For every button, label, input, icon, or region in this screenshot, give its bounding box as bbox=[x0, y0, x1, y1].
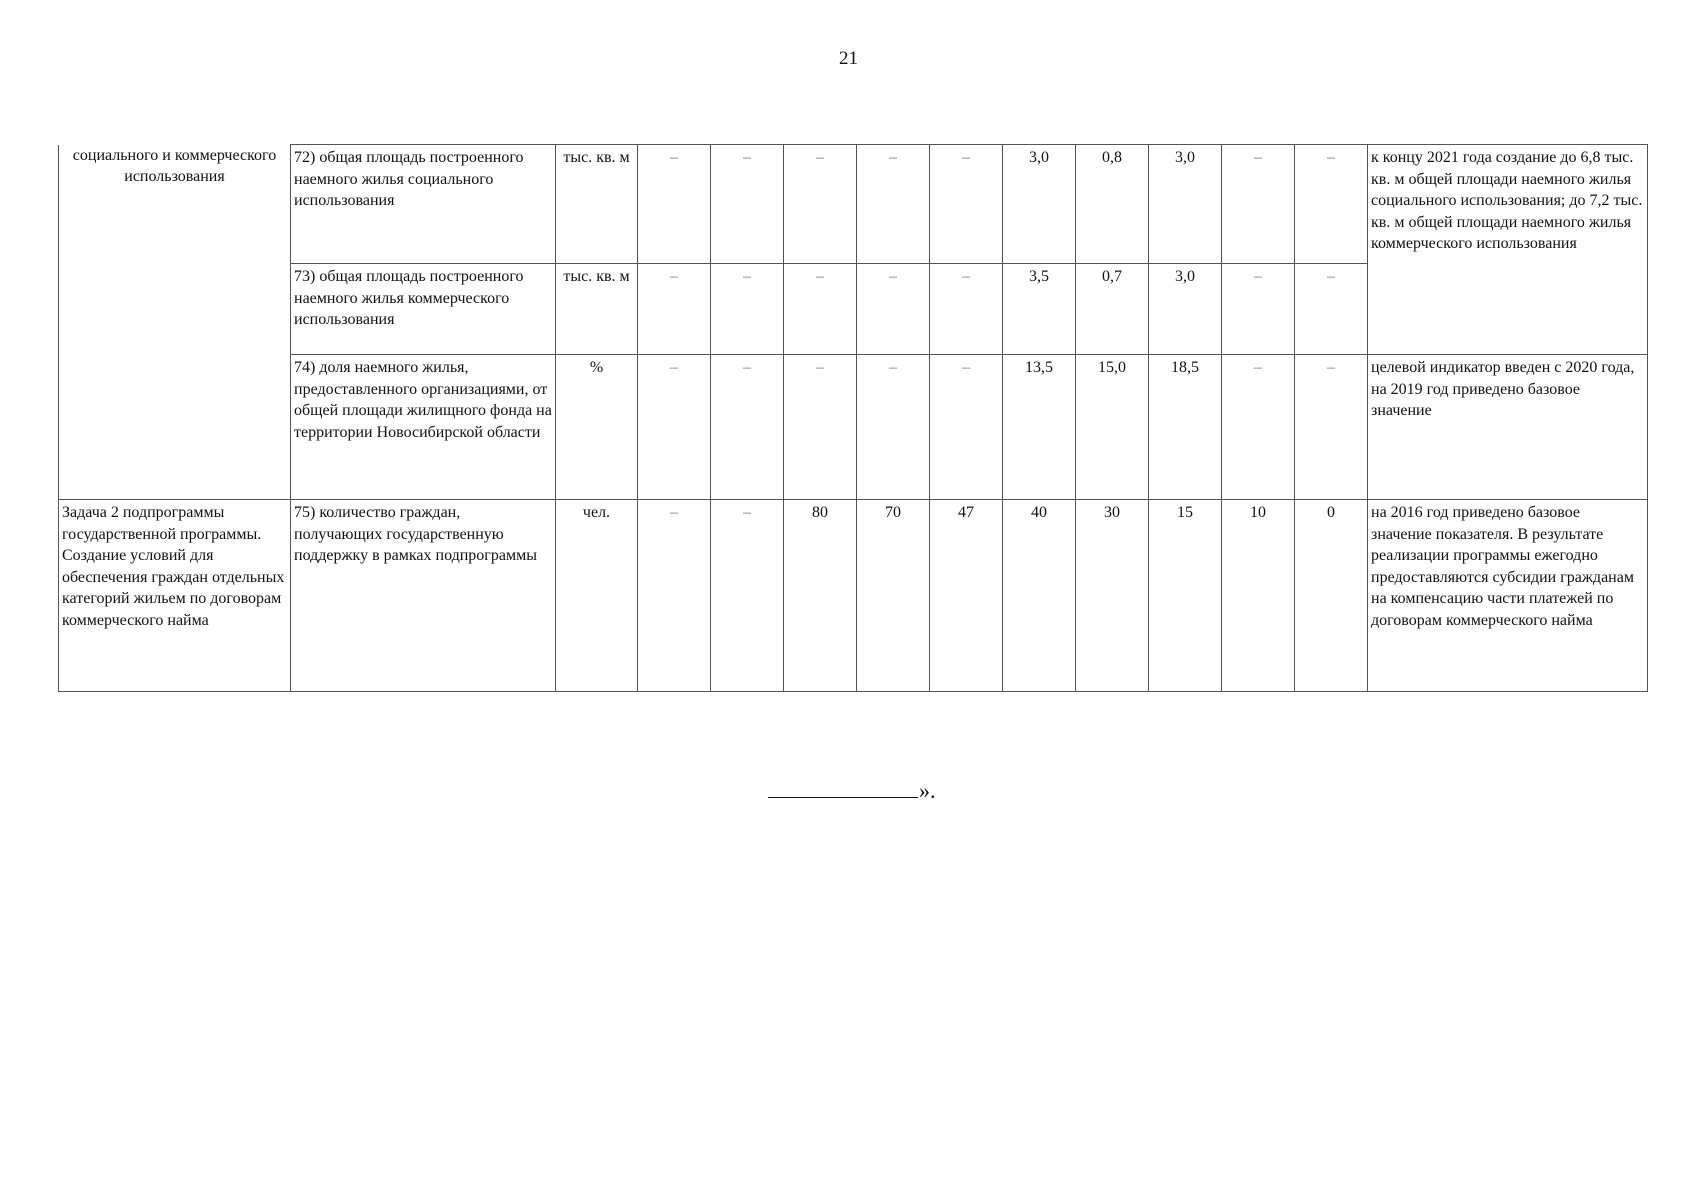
indicator-cell: 73) общая площадь построенного наемного жилья коммерческого использования bbox=[291, 264, 556, 355]
value-cell: – bbox=[1295, 355, 1368, 500]
value-cell: 0,7 bbox=[1076, 264, 1149, 355]
value-cell: – bbox=[638, 264, 711, 355]
value-cell: 40 bbox=[1003, 500, 1076, 692]
value-cell: 15 bbox=[1149, 500, 1222, 692]
value-cell: 30 bbox=[1076, 500, 1149, 692]
indicator-cell: 75) количество граждан, получающих государственную поддержку в рамках подпрограммы bbox=[291, 500, 556, 692]
value-cell: – bbox=[638, 145, 711, 264]
value-cell: 3,5 bbox=[1003, 264, 1076, 355]
closing-quote: ». bbox=[919, 778, 936, 803]
value-cell: – bbox=[711, 264, 784, 355]
value-cell: – bbox=[711, 355, 784, 500]
value-cell: – bbox=[1222, 355, 1295, 500]
value-cell: 47 bbox=[930, 500, 1003, 692]
task-cell: Задача 2 подпрограммы государственной программы. Создание условий для обеспечения граждан отдельных категорий жильем по договорам коммерческого найма bbox=[59, 500, 291, 692]
value-cell: – bbox=[638, 355, 711, 500]
value-cell: – bbox=[857, 355, 930, 500]
value-cell: 80 bbox=[784, 500, 857, 692]
value-cell: 70 bbox=[857, 500, 930, 692]
value-cell: 18,5 bbox=[1149, 355, 1222, 500]
value-cell: 0,8 bbox=[1076, 145, 1149, 264]
page-number: 21 bbox=[839, 48, 858, 69]
value-cell: – bbox=[1295, 145, 1368, 264]
table-row bbox=[59, 355, 1648, 500]
note-cell: к концу 2021 года создание до 6,8 тыс. кв. м общей площади наемного жилья социального использования; до 7,2 тыс. кв. м общей площади наемного жилья коммерческого использования bbox=[1368, 145, 1648, 355]
table-row bbox=[59, 145, 1648, 264]
value-cell: 3,0 bbox=[1003, 145, 1076, 264]
value-cell: – bbox=[784, 145, 857, 264]
value-cell: – bbox=[857, 264, 930, 355]
note-cell: целевой индикатор введен с 2020 года, на 2019 год приведено базовое значение bbox=[1368, 355, 1648, 500]
indicator-cell: 72) общая площадь построенного наемного жилья социального использования bbox=[291, 145, 556, 264]
value-cell: – bbox=[711, 500, 784, 692]
value-cell: 3,0 bbox=[1149, 145, 1222, 264]
value-cell: – bbox=[1222, 264, 1295, 355]
closing-mark bbox=[768, 778, 936, 804]
value-cell: 15,0 bbox=[1076, 355, 1149, 500]
table-row bbox=[59, 500, 1648, 692]
value-cell: – bbox=[1295, 264, 1368, 355]
indicators-table bbox=[58, 144, 1648, 692]
value-cell: – bbox=[857, 145, 930, 264]
value-cell: – bbox=[1222, 145, 1295, 264]
signature-line bbox=[768, 797, 918, 798]
value-cell: 10 bbox=[1222, 500, 1295, 692]
unit-cell: чел. bbox=[556, 500, 638, 692]
note-cell: на 2016 год приведено базовое значение показателя. В результате реализации программы ежегодно предоставляются субсидии гражданам на компенсацию части платежей по договорам коммерческого найма bbox=[1368, 500, 1648, 692]
value-cell: 0 bbox=[1295, 500, 1368, 692]
task-cell: социального и коммерческого использования bbox=[59, 145, 291, 500]
unit-cell: тыс. кв. м bbox=[556, 264, 638, 355]
value-cell: – bbox=[930, 264, 1003, 355]
value-cell: – bbox=[930, 355, 1003, 500]
value-cell: – bbox=[784, 264, 857, 355]
unit-cell: тыс. кв. м bbox=[556, 145, 638, 264]
value-cell: – bbox=[711, 145, 784, 264]
value-cell: 13,5 bbox=[1003, 355, 1076, 500]
value-cell: – bbox=[638, 500, 711, 692]
indicator-cell: 74) доля наемного жилья, предоставленного организациями, от общей площади жилищного фонда на территории Новосибирской области bbox=[291, 355, 556, 500]
value-cell: 3,0 bbox=[1149, 264, 1222, 355]
value-cell: – bbox=[930, 145, 1003, 264]
value-cell: – bbox=[784, 355, 857, 500]
unit-cell: % bbox=[556, 355, 638, 500]
